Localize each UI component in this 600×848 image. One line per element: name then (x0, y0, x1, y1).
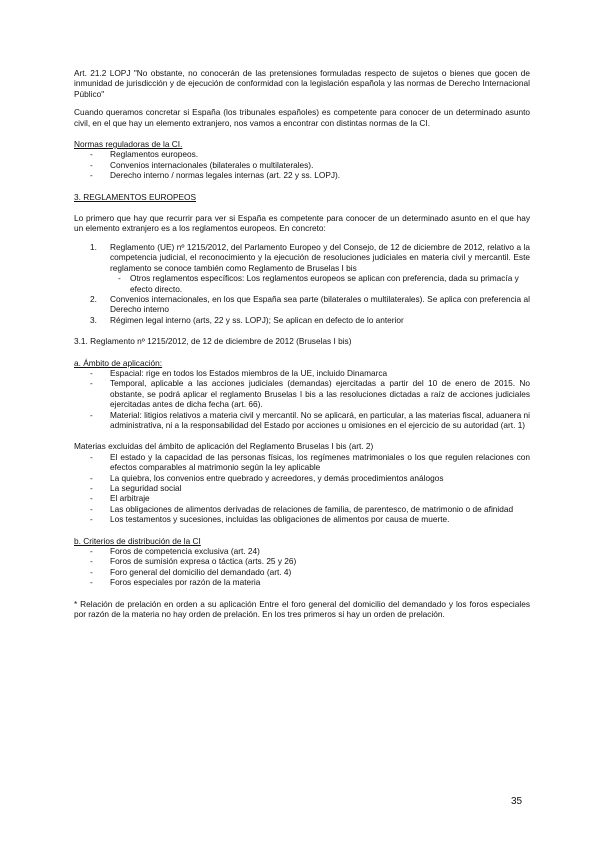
list-item: - Reglamentos europeos. (74, 149, 530, 159)
list-item: - Foros de competencia exclusiva (art. 24) (74, 546, 530, 556)
intro-paragraph: Cuando queramos concretar si España (los tribunales españoles) es competente para conocer de un determinado asunto civil, en el que hay un elemento extranjero, nos vamos a encontrar con distintas normas de la CI. (74, 107, 530, 128)
prelacion-note: * Relación de prelación en orden a su aplicación Entre el foro general del domicilio del demandado y los foros especiales por razón de la materia no hay orden de prelación. En los tres primeros si hay un orden de prelación. (74, 598, 530, 620)
list-item: - Derecho interno / normas legales internas (art. 22 y ss. LOPJ). (74, 170, 530, 180)
excluidas-heading: Materias excluidas del ámbito de aplicación del Reglamento Bruselas I bis (art. 2) (74, 441, 374, 452)
numbered-item (74, 294, 530, 315)
section-3-paragraph: Lo primero que hay que recurrir para ver si España es competente para conocer de un determinado asunto en el que hay un elemento extranjero es a los reglamentos europeos. En concreto: (74, 213, 530, 234)
item-text: Convenios internacionales, en los que España sea parte (bilaterales o multilaterales). Se aplica con preferencia al Derecho interno (110, 293, 530, 315)
sub-list-item: - Otros reglamentos específicos: Los reglamentos europeos se aplican con preferencia, dada su primacía y efecto directo. (110, 273, 530, 294)
list-item: - La quiebra, los convenios entre quebrado y acreedores, y demás procedimientos análogos (74, 473, 530, 483)
item-text: Reglamento (UE) nº 1215/2012, del Parlamento Europeo y del Consejo, de 12 de diciembre de 2012, relativo a la competencia judicial, el reconocimiento y la ejecución de resoluciones judiciales en materia civil y mercantil. Este reglamento se conoce también como Reglamento de Bruselas I bis (110, 241, 530, 273)
intro-quote: Art. 21.2 LOPJ "No obstante, no conocerán de las pretensiones formuladas respecto de sujetos o bienes que gocen de inmunidad de jurisdicción y de ejecución de conformidad con la legislación española y las normas de Derecho Internacional Público" (74, 68, 530, 99)
list-item: - La seguridad social (74, 483, 530, 493)
item-text: Régimen legal interno (arts, 22 y ss. LOPJ); Se aplican en defecto de lo anterior (110, 314, 404, 325)
criterios-heading: b. Criterios de distribución de la CI (74, 535, 201, 546)
numbered-item (74, 315, 530, 325)
list-item: - Espacial: rige en todos los Estados miembros de la UE, incluido Dinamarca (74, 368, 530, 378)
item-number: 2. (90, 293, 97, 304)
page-number: 35 (511, 796, 523, 807)
normas-list (74, 149, 530, 180)
normas-heading: Normas reguladoras de la CI. (74, 139, 183, 150)
list-item: - Material: litigios relativos a materia civil y mercantil. No se aplicará, en particular, a las materias fiscal, aduanera ni administrativa, ni a la responsabilidad del Estado por acciones u omisiones en el ejercicio de su autoridad (art. 1) (74, 410, 530, 431)
reglamentos-list (74, 242, 530, 273)
document-page (74, 68, 530, 619)
list-item: - El arbitraje (74, 493, 530, 503)
list-item: - El estado y la capacidad de las personas físicas, los regímenes matrimoniales o los que regulen relaciones con efectos comparables al matrimonio según la ley aplicable (74, 452, 530, 473)
numbered-item (74, 242, 530, 273)
item-number: 3. (90, 314, 97, 325)
sub-list (74, 273, 530, 294)
list-item: - Las obligaciones de alimentos derivadas de relaciones de familia, de parentesco, de matrimonio o de afinidad (74, 504, 530, 514)
criterios-list (74, 546, 530, 588)
ambito-heading: a. Ámbito de aplicación: (74, 357, 163, 368)
list-item: - Foros especiales por razón de la materia (74, 577, 530, 587)
section-3-1-heading: 3.1. Reglamento nº 1215/2012, de 12 de diciembre de 2012 (Bruselas I bis) (74, 336, 352, 347)
list-item: - Foro general del domicilio del demandado (art. 4) (74, 567, 530, 577)
list-item: - Foros de sumisión expresa o táctica (arts. 25 y 26) (74, 556, 530, 566)
ambito-list (74, 368, 530, 430)
reglamentos-list-cont (74, 294, 530, 325)
list-item: - Temporal, aplicable a las acciones judiciales (demandas) ejercitadas a partir del 10 de enero de 2015. No obstante, se podrá aplicar el reglamento Bruselas I bis a las resoluciones dictadas a raíz de acciones judiciales ejercitadas antes de dicha fecha (art. 66). (74, 378, 530, 409)
section-3-heading: 3. REGLAMENTOS EUROPEOS (74, 191, 197, 202)
list-item: - Los testamentos y sucesiones, incluidas las obligaciones de alimentos por causa de muerte. (74, 514, 530, 524)
list-item: - Convenios internacionales (bilaterales o multilaterales). (74, 160, 530, 170)
item-number: 1. (90, 241, 97, 252)
excluidas-list (74, 452, 530, 525)
